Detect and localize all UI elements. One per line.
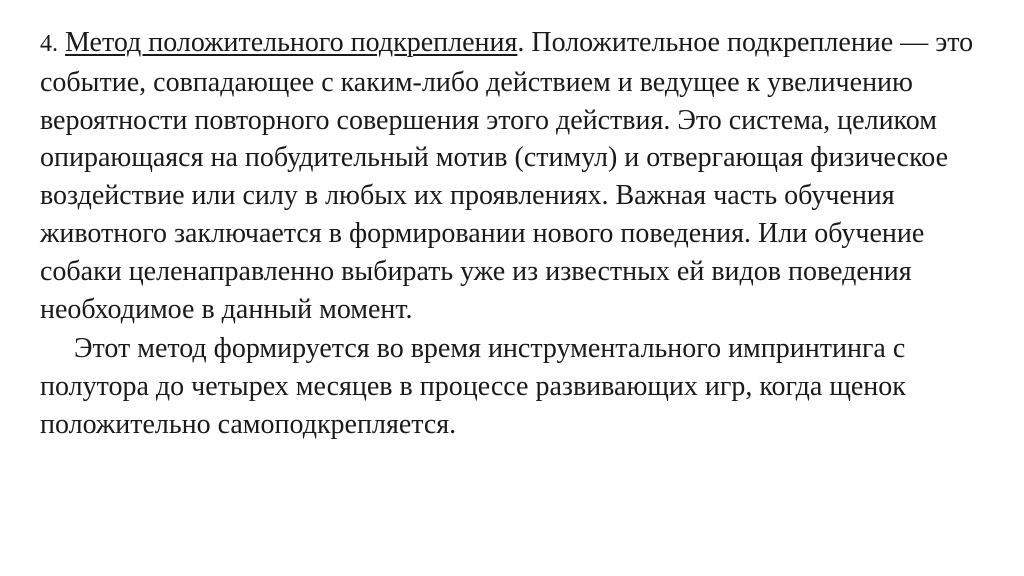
method-title: Метод положительного подкрепления [65, 27, 518, 58]
text-block [40, 24, 1000, 444]
method-description: Положительное подкрепление — это событие, совпадающее с каким-либо действием и ведущее к увеличению вероятности повторного совершения этого действия. Это система, целиком опирающаяся на побудительный мотив (стимул) и отвергающая физическое воздействие или силу в любых их проявлениях. Важная часть обучения животного заключается в формировании нового поведения. Или обучение собаки целенаправленно выбирать уже из известных ей видов поведения необходимое в данный момент. [40, 27, 974, 325]
item-number: 4. [40, 31, 58, 57]
formation-description: Этот метод формируется во время инструментального импринтинга с полутора до четырех месяцев в процессе развивающих игр, когда щенок положительно самоподкрепляется. [40, 333, 906, 440]
paragraph-method [40, 24, 1000, 328]
title-period: . [517, 27, 525, 58]
paragraph-formation [40, 330, 1000, 443]
